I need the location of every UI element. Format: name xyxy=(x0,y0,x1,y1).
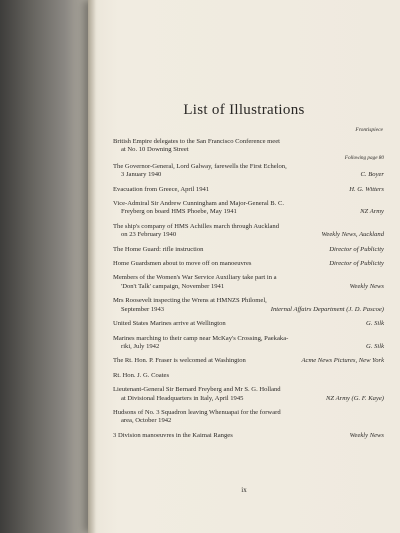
entry-caption-line: Mrs Roosevelt inspecting the Wrens at HMNZS Philomel, xyxy=(113,297,267,305)
entry-caption-line: The Rt. Hon. P. Fraser is welcomed at Washington xyxy=(113,357,246,365)
list-item xyxy=(113,186,384,194)
list-item xyxy=(113,335,384,352)
entry-caption-line: Freyberg on board HMS Phoebe, May 1941 xyxy=(121,208,237,216)
entry-credit: Director of Publicity xyxy=(329,245,384,253)
entry-caption-line: riki, July 1942 xyxy=(121,342,160,350)
entry-caption-line: United States Marines arrive at Wellington xyxy=(113,320,226,328)
entry-caption-line: British Empire delegates to the San Francisco Conference meet xyxy=(113,138,280,145)
entry-caption-line: The ship's company of HMS Achilles march through Auckland xyxy=(113,222,280,230)
entry-caption-line: Vice-Admiral Sir Andrew Cunningham and Major-General B. C. xyxy=(113,200,285,208)
book-page xyxy=(88,0,400,533)
entry-credit: Acme News Pictures, New York xyxy=(301,357,384,365)
entry-credit: Weekly News xyxy=(349,282,384,290)
entry-caption-line: Marines marching to their camp near McKay's Crossing, Paekaka- xyxy=(113,334,289,342)
entry-caption-line: Rt. Hon. J. G. Coates xyxy=(113,371,170,379)
entry-credit: NZ Army (G. F. Kaye) xyxy=(326,394,384,402)
entry-credit: G. Silk xyxy=(366,342,384,350)
list-item xyxy=(113,320,384,328)
entry-caption-line: Hudsons of No. 3 Squadron leaving Whenuapai for the forward xyxy=(113,408,281,416)
frontispiece-label: Frontispiece xyxy=(355,127,383,133)
entry-credit: G. Silk xyxy=(366,320,384,328)
entry-caption-line: on 23 February 1940 xyxy=(121,231,177,239)
list-item xyxy=(113,260,384,268)
page-gutter-shadow xyxy=(88,0,96,533)
list-item xyxy=(113,274,384,291)
entry-caption-line: Home Guardsmen about to move off on manoeuvres xyxy=(113,260,252,268)
page-title: List of Illustrations xyxy=(183,102,305,118)
entry-caption-line: 3 Division manoeuvres in the Kaimai Ranges xyxy=(113,431,233,439)
entry-caption-line: The Home Guard: rifle instruction xyxy=(113,245,204,253)
list-item xyxy=(113,432,384,440)
list-item xyxy=(113,200,384,217)
entry-caption-line: 3 January 1940 xyxy=(121,171,162,179)
list-item xyxy=(113,409,384,426)
entry-caption-line: area, October 1942 xyxy=(121,417,172,425)
illustration-list xyxy=(113,138,384,446)
entry-credit: Internal Affairs Department (J. D. Pascoe) xyxy=(270,305,384,313)
entry-caption-line: at Divisional Headquarters in Italy, April 1945 xyxy=(121,394,244,402)
entry-page-note: Following page 80 xyxy=(344,154,384,161)
entry-caption-line: Evacuation from Greece, April 1941 xyxy=(113,185,210,193)
list-item xyxy=(113,372,384,380)
list-item xyxy=(113,138,384,161)
list-item xyxy=(113,297,384,314)
list-item xyxy=(113,386,384,403)
book-edge xyxy=(0,0,92,533)
entry-credit: H. G. Witters xyxy=(349,185,384,193)
entry-credit: Director of Publicity xyxy=(329,260,384,268)
list-item xyxy=(113,246,384,254)
entry-credit: Weekly News, Auckland xyxy=(321,231,384,239)
entry-caption-line: The Governor-General, Lord Galway, farewells the First Echelon, xyxy=(113,162,287,170)
entry-caption-line: 'Don't Talk' campaign, November 1941 xyxy=(121,282,225,290)
entry-caption-line: at No. 10 Downing Street xyxy=(121,146,189,154)
entry-caption-line: Lieutenant-General Sir Bernard Freyberg and Mr S. G. Holland xyxy=(113,386,281,394)
list-item xyxy=(113,357,384,365)
entry-credit: NZ Army xyxy=(360,208,384,216)
page-number: ix xyxy=(241,486,247,494)
list-item xyxy=(113,163,384,180)
entry-caption-line: September 1943 xyxy=(121,305,165,313)
list-item xyxy=(113,223,384,240)
entry-credit: Weekly News xyxy=(349,431,384,439)
entry-credit: C. Boyer xyxy=(360,171,384,179)
entry-caption-line: Members of the Women's War Service Auxiliary take part in a xyxy=(113,274,277,282)
